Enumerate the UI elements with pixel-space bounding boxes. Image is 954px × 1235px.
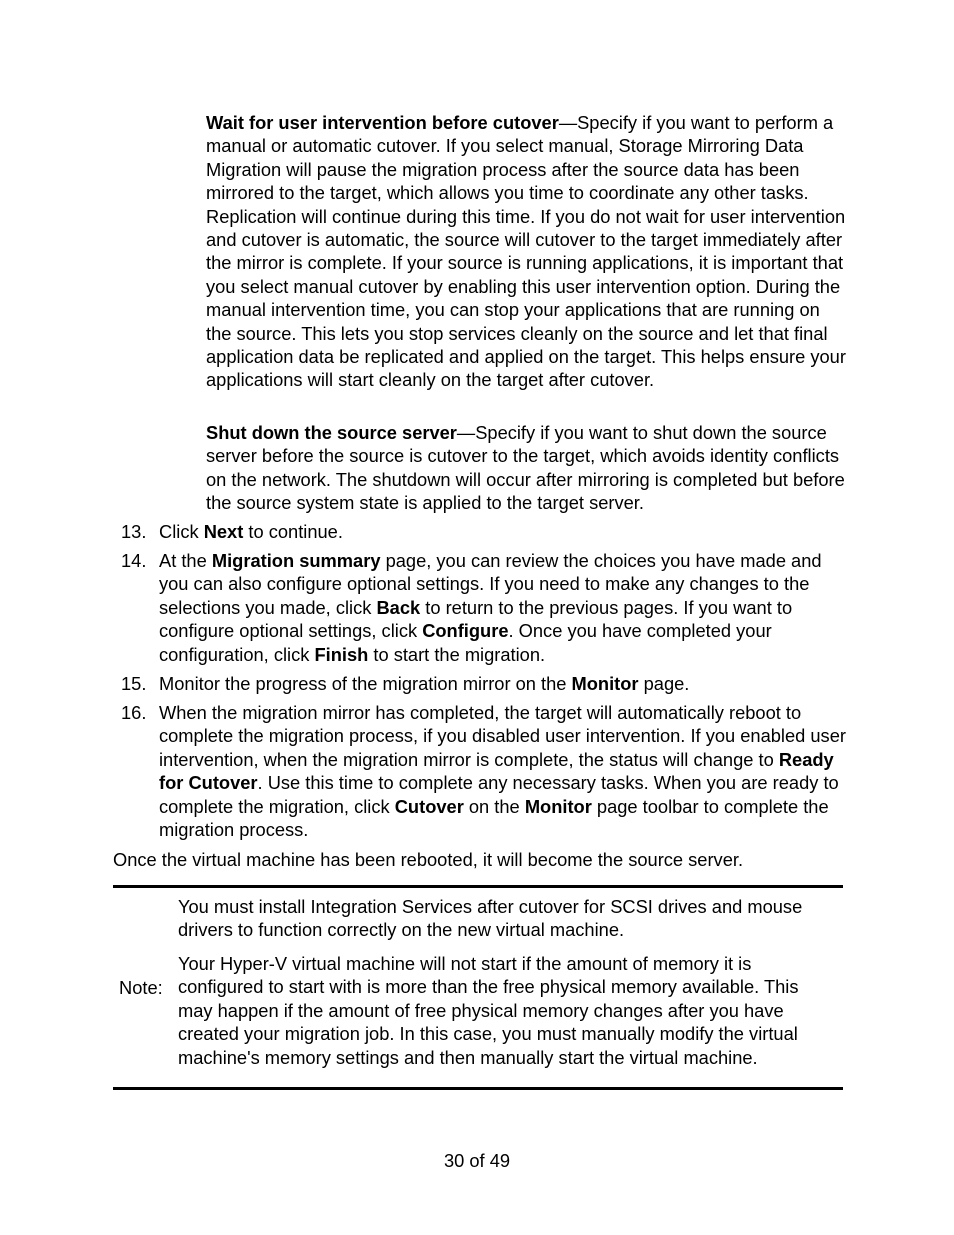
step-number: 14. [121,550,147,571]
note-label: Note: [119,977,163,998]
option-description: —Specify if you want to shut down the source server before the source is cutover to the target, which avoids identity conflicts on the network. The shutdown will occur after mirroring is completed but before the source system state is applied to the target server. [206,422,845,514]
step-text: When the migration mirror has completed, the target will automatically reboot to complete the migration process, if you disabled user intervention. If you enabled user intervention, when the migration mirror is complete, the status will change to Ready for Cutover. Use this time to complete any necessary tasks. When you are ready to complete the migration, click Cutover on the Monitor page toolbar to complete the migration process. [159,702,846,841]
note-top-rule [113,885,843,888]
option-description: —Specify if you want to perform a manual or automatic cutover. If you select manual, Storage Mirroring Data Migration will pause the migration process after the source data has been mirrored to the target, which allows you time to coordinate any other tasks. Replication will continue during this time. If you do not wait for user intervention and cutover is automatic, the source will cutover to the target immediately after the mirror is complete. If your source is running applications, it is important that you select manual cutover by enabling this user intervention option. During the manual intervention time, you can stop your applications that are running on the source. This lets you stop services cleanly on the source and let that final application data be replicated and applied on the target. This helps ensure your applications will start cleanly on the target after cutover. [206,112,846,391]
option-shut-down-source [206,421,846,515]
note-paragraph: Your Hyper-V virtual machine will not start if the amount of memory it is configured to start with is more than the free physical memory available. This may happen if the amount of free physical memory changes after you have created your migration job. In this case, you must manually modify the virtual machine's memory settings and then manually start the virtual machine. [178,953,799,1068]
note-paragraph: You must install Integration Services after cutover for SCSI drives and mouse drivers to function correctly on the new virtual machine. [178,896,803,941]
step-text: At the Migration summary page, you can review the choices you have made and you can also configure optional settings. If you need to make any changes to the selections you made, click Back to return to the previous pages. If you want to configure optional settings, click Configure. Once you have completed your configuration, click Finish to start the migration. [159,550,822,665]
step-text: Click Next to continue. [159,521,343,542]
option-wait-for-intervention [206,111,846,392]
option-term: Wait for user intervention before cutover [206,112,559,133]
closing-paragraph: Once the virtual machine has been rebooted, it will become the source server. [113,849,744,870]
step-number: 13. [121,521,147,542]
option-term: Shut down the source server [206,422,457,443]
note-bottom-rule [113,1087,843,1090]
page-number: 30 of 49 [443,1150,511,1171]
step-text: Monitor the progress of the migration mirror on the Monitor page. [159,673,690,694]
step-number: 16. [121,702,147,723]
step-number: 15. [121,673,147,694]
